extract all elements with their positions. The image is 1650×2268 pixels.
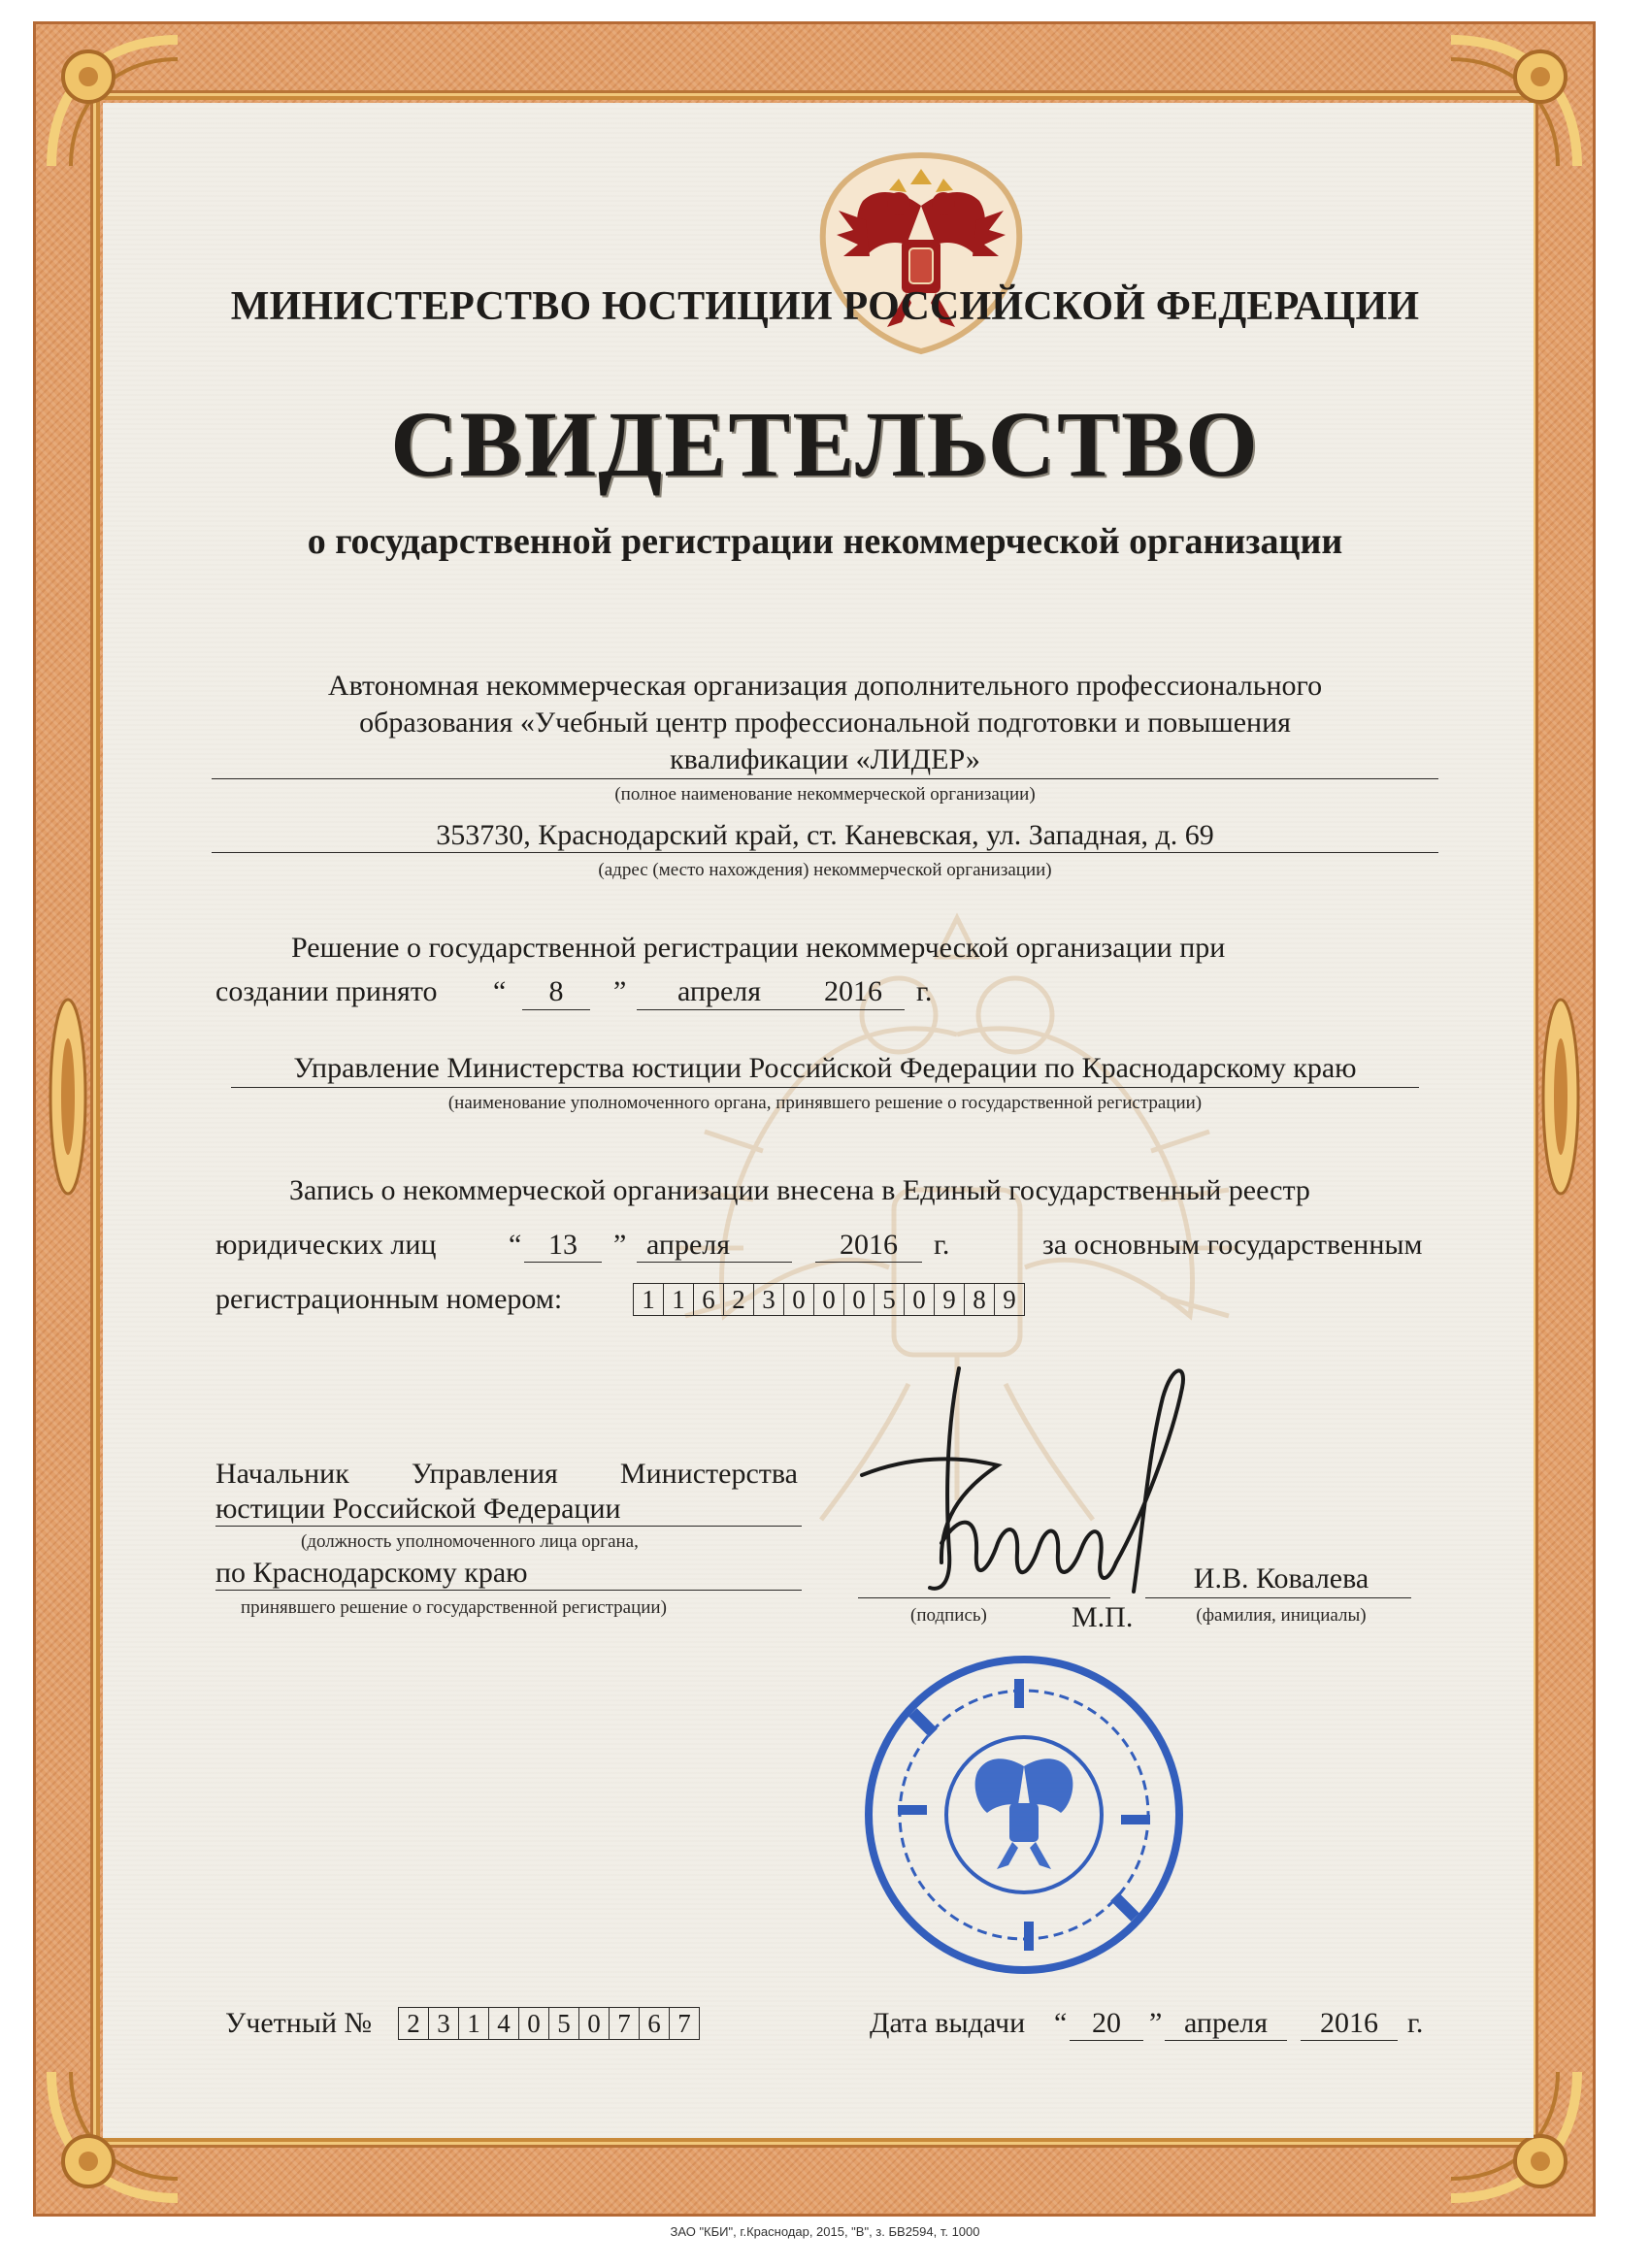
org-name-underline	[212, 778, 1438, 779]
ogrn-digit: 1	[664, 1284, 694, 1315]
org-name-line-1: Автономная некоммерческая организация дополнительного профессионального	[327, 670, 1323, 702]
position-word-2: Управления	[411, 1458, 558, 1490]
registry-suffix: за основным государственным	[1042, 1229, 1423, 1261]
account-digit: 6	[640, 2008, 670, 2039]
decision-year-suffix: г.	[916, 975, 933, 1007]
registry-year: 2016	[840, 1229, 898, 1261]
authority-underline	[231, 1087, 1419, 1088]
document-title: СВИДЕТЕЛЬСТВО	[390, 392, 1260, 496]
registry-month-underline	[637, 1262, 792, 1263]
account-digit: 5	[549, 2008, 579, 2039]
registry-year-underline	[815, 1262, 922, 1263]
ogrn-digit: 0	[905, 1284, 935, 1315]
registry-day: 13	[548, 1229, 578, 1261]
signatory-name-underline	[1145, 1597, 1411, 1598]
document-subtitle: о государственной регистрации некоммерческой организации	[307, 521, 1343, 562]
ogrn-number	[633, 1283, 1025, 1316]
ogrn-digit: 0	[844, 1284, 874, 1315]
signatory-name-caption: (фамилия, инициалы)	[1196, 1605, 1367, 1626]
quote-open: “	[493, 975, 507, 1007]
ogrn-digit: 8	[965, 1284, 995, 1315]
position-word-3: Министерства	[619, 1458, 798, 1490]
issue-date-label: Дата выдачи	[870, 2007, 1026, 2039]
registry-text-line-1: Запись о некоммерческой организации внесена в Единый государственный реестр	[289, 1174, 1310, 1206]
org-address-underline	[212, 852, 1438, 853]
quote-open: “	[1054, 2007, 1068, 2039]
quote-close: ”	[613, 975, 627, 1007]
ogrn-digit: 5	[874, 1284, 905, 1315]
ogrn-digit: 0	[814, 1284, 844, 1315]
ogrn-label: регистрационным номером:	[215, 1283, 563, 1315]
account-number	[398, 2007, 700, 2040]
registry-prefix: юридических лиц	[215, 1229, 437, 1261]
signatory-position-line-1	[215, 1456, 798, 1493]
quote-close: ”	[1149, 2007, 1163, 2039]
printer-imprint: ЗАО "КБИ", г.Краснодар, 2015, "В", з. БВ2594, т. 1000	[670, 2224, 980, 2239]
authority-name: Управление Министерства юстиции Российской Федерации по Краснодарскому краю	[293, 1052, 1357, 1084]
account-digit: 3	[429, 2008, 459, 2039]
registry-year-suffix: г.	[934, 1229, 950, 1261]
issue-year-underline	[1301, 2040, 1398, 2041]
decision-year: 2016	[824, 975, 882, 1007]
official-stamp-icon	[859, 1650, 1189, 1980]
decision-prefix: создании принято	[215, 975, 438, 1007]
position-caption-2: принявшего решение о государственной регистрации)	[241, 1597, 667, 1618]
org-name-line-3: квалификации «ЛИДЕР»	[670, 743, 980, 775]
account-digit: 7	[677, 2009, 691, 2038]
signatory-name: И.В. Ковалева	[1193, 1562, 1370, 1594]
seal-label: М.П.	[1072, 1601, 1134, 1633]
authority-caption: (наименование уполномоченного органа, принявшего решение о государственной регистрации)	[447, 1093, 1203, 1113]
issue-year: 2016	[1320, 2007, 1378, 2039]
issue-day: 20	[1092, 2007, 1121, 2039]
registry-month: апреля	[646, 1229, 731, 1261]
side-ornament-icon	[44, 985, 92, 1208]
position-caption: (должность уполномоченного лица органа,	[301, 1531, 639, 1552]
account-digit: 0	[579, 2008, 610, 2039]
signature-line	[858, 1597, 1110, 1598]
side-ornament-icon	[1536, 985, 1585, 1208]
account-digit: 2	[399, 2008, 429, 2039]
issue-day-underline	[1070, 2040, 1143, 2041]
quote-open: “	[509, 1229, 522, 1261]
ogrn-digit: 9	[1003, 1285, 1016, 1314]
account-digit: 0	[519, 2008, 549, 2039]
ogrn-digit: 2	[724, 1284, 754, 1315]
signatory-position-line-3: по Краснодарскому краю	[215, 1557, 528, 1589]
org-address-caption: (адрес (место нахождения) некоммерческой организации)	[598, 860, 1052, 880]
quote-close: ”	[613, 1229, 627, 1261]
account-digit: 7	[610, 2008, 640, 2039]
ogrn-digit: 3	[754, 1284, 784, 1315]
position-underline	[215, 1526, 802, 1527]
ministry-heading: МИНИСТЕРСТВО ЮСТИЦИИ РОССИЙСКОЙ ФЕДЕРАЦИИ	[230, 284, 1420, 329]
decision-date-underline	[637, 1009, 905, 1010]
org-name-line-2: образования «Учебный центр профессиональной подготовки и повышения	[359, 707, 1291, 739]
ogrn-digit: 1	[634, 1284, 664, 1315]
issue-month-underline	[1165, 2040, 1287, 2041]
account-digit: 4	[489, 2008, 519, 2039]
signature-icon	[852, 1359, 1202, 1611]
account-label: Учетный №	[225, 2007, 373, 2039]
account-digit: 1	[459, 2008, 489, 2039]
signatory-position-line-2: юстиции Российской Федерации	[215, 1493, 621, 1525]
decision-month: апреля	[676, 975, 762, 1007]
ogrn-digit: 0	[784, 1284, 814, 1315]
registry-day-underline	[524, 1262, 602, 1263]
ogrn-digit: 6	[694, 1284, 724, 1315]
signature-caption: (подпись)	[910, 1605, 987, 1626]
issue-month: апреля	[1183, 2007, 1269, 2039]
issue-year-suffix: г.	[1407, 2007, 1424, 2039]
decision-day: 8	[548, 975, 564, 1007]
org-address: 353730, Краснодарский край, ст. Каневская, ул. Западная, д. 69	[436, 819, 1214, 851]
decision-text-line-1: Решение о государственной регистрации некоммерческой организации при	[291, 932, 1226, 964]
org-name-caption: (полное наименование некоммерческой организации)	[614, 784, 1036, 805]
position-word-1: Начальник	[215, 1458, 349, 1490]
position-underline-2	[215, 1590, 802, 1591]
ogrn-digit: 9	[935, 1284, 965, 1315]
decision-day-underline	[522, 1009, 590, 1010]
